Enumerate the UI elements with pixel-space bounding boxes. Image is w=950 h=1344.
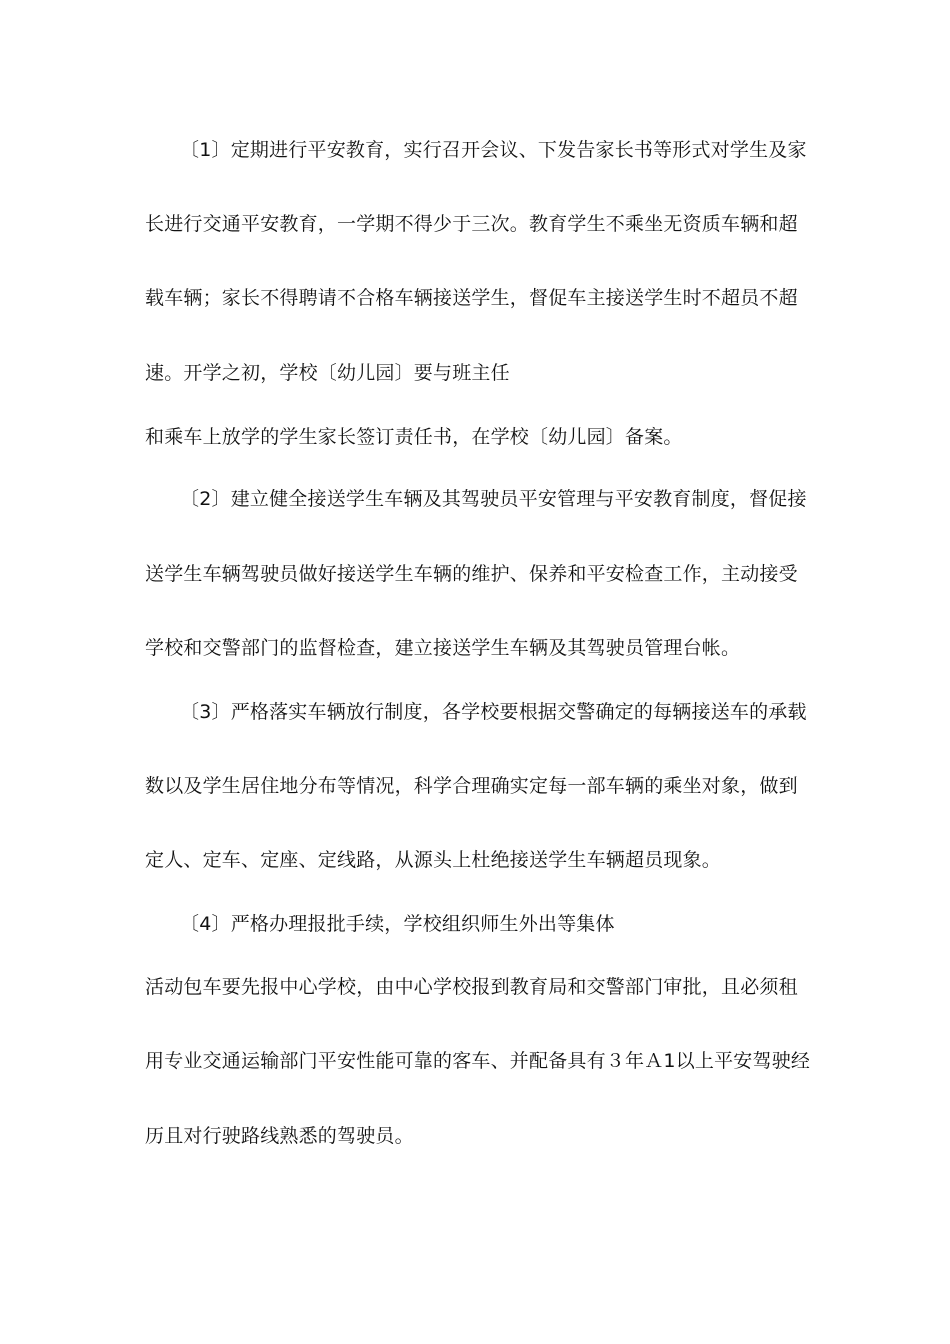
paragraph-2-line-2: 送学生车辆驾驶员做好接送学生车辆的维护、保养和平安检查工作，主动接受 bbox=[145, 563, 798, 585]
paragraph-2-line-3: 学校和交警部门的监督检查，建立接送学生车辆及其驾驶员管理台帐。 bbox=[145, 637, 741, 659]
paragraph-1-line-3: 载车辆；家长不得聘请不合格车辆接送学生，督促车主接送学生时不超员不超 bbox=[145, 287, 798, 309]
paragraph-4-line-3: 用专业交通运输部门平安性能可靠的客车、并配备具有３年Ａ1以上平安驾驶经 bbox=[145, 1050, 811, 1072]
paragraph-3-line-1: 〔3〕严格落实车辆放行制度，各学校要根据交警确定的每辆接送车的承载 bbox=[180, 701, 807, 723]
paragraph-3-line-3: 定人、定车、定座、定线路，从源头上杜绝接送学生车辆超员现象。 bbox=[145, 849, 722, 871]
paragraph-1-line-1: 〔1〕定期进行平安教育，实行召开会议、下发告家长书等形式对学生及家 bbox=[180, 139, 807, 161]
paragraph-3-line-2: 数以及学生居住地分布等情况，科学合理确实定每一部车辆的乘坐对象，做到 bbox=[145, 775, 798, 797]
paragraph-1-line-4: 速。开学之初，学校〔幼儿园〕要与班主任 bbox=[145, 362, 510, 384]
paragraph-1-line-5: 和乘车上放学的学生家长签订责任书，在学校〔幼儿园〕备案。 bbox=[145, 426, 683, 448]
paragraph-1-line-2: 长进行交通平安教育，一学期不得少于三次。教育学生不乘坐无资质车辆和超 bbox=[145, 213, 798, 235]
paragraph-4-line-4: 历且对行驶路线熟悉的驾驶员。 bbox=[145, 1125, 414, 1147]
paragraph-4-line-2: 活动包车要先报中心学校，由中心学校报到教育局和交警部门审批，且必须租 bbox=[145, 976, 798, 998]
paragraph-4-line-1: 〔4〕严格办理报批手续，学校组织师生外出等集体 bbox=[180, 913, 615, 935]
paragraph-2-line-1: 〔2〕建立健全接送学生车辆及其驾驶员平安管理与平安教育制度，督促接 bbox=[180, 488, 807, 510]
